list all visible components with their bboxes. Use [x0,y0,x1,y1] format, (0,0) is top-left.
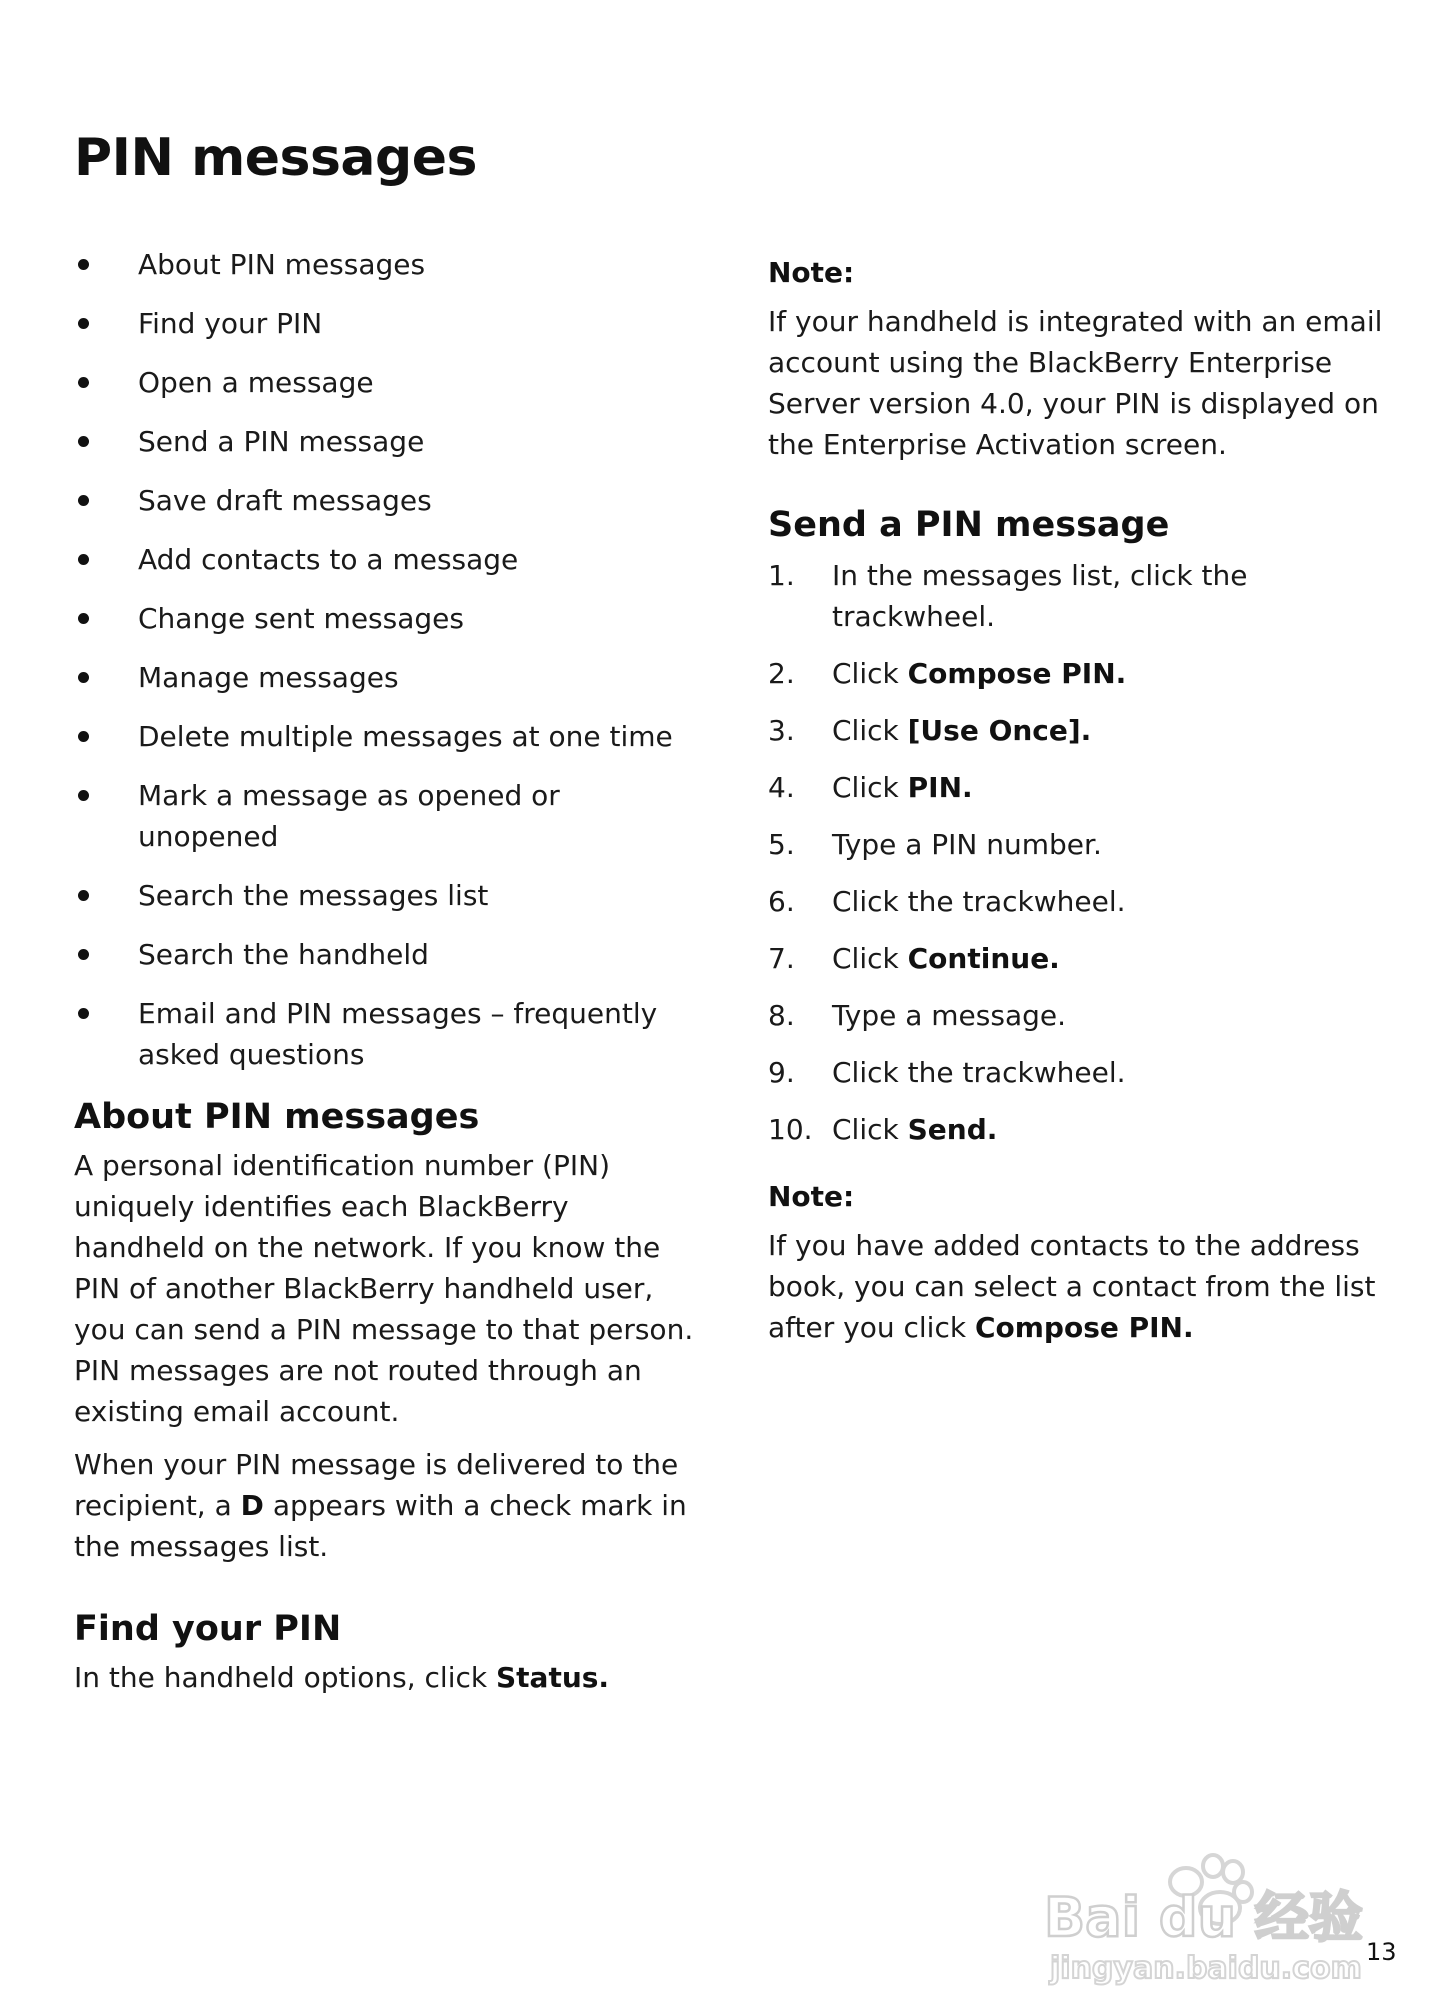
ui-term: Compose PIN. [974,1311,1194,1344]
step-text: Click [832,657,908,690]
toc-item[interactable]: Find your PIN [74,303,694,344]
step-number: 9. [768,1056,795,1089]
toc-item[interactable]: Open a message [74,362,694,403]
step-text: Click [832,714,908,747]
bullet-icon [78,259,89,270]
step-number: 7. [768,942,795,975]
send-pin-section [768,501,1388,1150]
toc-item[interactable]: Save draft messages [74,480,694,521]
step-item [768,710,1388,751]
bullet-icon [78,949,89,960]
step-number: 6. [768,885,795,918]
toc-item[interactable]: Search the messages list [74,875,694,916]
step-item [768,767,1388,808]
step-number: 3. [768,714,795,747]
step-text: In the messages list, click the trackwheel. [832,559,1248,633]
bullet-icon [78,790,89,801]
step-text: Click the trackwheel. [832,885,1126,918]
bullet-icon [78,613,89,624]
note-label: Note: [768,1180,855,1213]
toc-item[interactable]: Email and PIN messages – frequently asked questions [74,993,694,1075]
toc-list [74,244,694,1075]
step-item [768,881,1388,922]
steps-list [768,555,1388,1150]
step-number: 1. [768,559,795,592]
note-block [768,1176,1388,1348]
toc-item[interactable]: Manage messages [74,657,694,698]
toc-item[interactable]: Change sent messages [74,598,694,639]
bullet-icon [78,731,89,742]
section-heading: Send a PIN message [768,505,1170,545]
step-text: Click [832,771,908,804]
ui-term: Continue. [907,942,1060,975]
step-text: Type a message. [832,999,1067,1032]
toc-item[interactable]: Mark a message as opened or unopened [74,775,694,857]
step-text: Type a PIN number. [832,828,1102,861]
note-block [768,252,1388,465]
ui-term: [Use Once]. [907,714,1092,747]
step-item [768,824,1388,865]
ui-term: Send. [907,1113,998,1146]
step-text: Click [832,1113,908,1146]
step-number: 5. [768,828,795,861]
bullet-icon [78,890,89,901]
section-heading: Find your PIN [74,1609,342,1649]
note-label: Note: [768,256,855,289]
step-item [768,995,1388,1036]
step-number: 10. [768,1113,813,1146]
page-title: PIN messages [74,128,477,188]
toc-item[interactable]: About PIN messages [74,244,694,285]
note-text: If your handheld is integrated with an email account using the BlackBerry Enterprise Server version 4.0, your PIN is displayed on the Enterprise Activation screen. [768,305,1383,461]
bullet-icon [78,554,89,565]
paragraph: A personal identification number (PIN) uniquely identifies each BlackBerry handheld on the network. If you know the PIN of another BlackBerry handheld user, you can send a PIN message to that person. PIN messages are not routed through an existing email account. [74,1149,694,1428]
step-number: 8. [768,999,795,1032]
step-item [768,1052,1388,1093]
find-pin-section [74,1605,694,1698]
bullet-icon [78,436,89,447]
ui-term: PIN. [907,771,973,804]
bullet-icon [78,318,89,329]
paragraph: When your PIN message is delivered to the recipient, a D appears with a check mark in the messages list. [74,1448,687,1563]
step-item [768,555,1388,637]
bullet-icon [78,672,89,683]
bullet-icon [78,1008,89,1019]
toc-item[interactable]: Send a PIN message [74,421,694,462]
toc-item[interactable]: Add contacts to a message [74,539,694,580]
paragraph: In the handheld options, click Status. [74,1661,610,1694]
bullet-icon [78,495,89,506]
about-section [74,1093,694,1567]
baidu-watermark-logo [1040,1832,1380,1988]
page-number: 13 [1366,1938,1397,1966]
ui-term: D [240,1489,264,1522]
toc-item[interactable]: Search the handheld [74,934,694,975]
bullet-icon [78,377,89,388]
step-text: Click [832,942,908,975]
step-item [768,653,1388,694]
left-column [74,244,694,1698]
ui-term: Status. [496,1661,610,1694]
step-text: Click the trackwheel. [832,1056,1126,1089]
ui-term: Compose PIN. [907,657,1127,690]
note-text: If you have added contacts to the address book, you can select a contact from the list after you click Compose PIN. [768,1229,1376,1344]
step-number: 2. [768,657,795,690]
toc-item[interactable]: Delete multiple messages at one time [74,716,694,757]
watermark-url: jingyan.baidu.com [1050,1951,1362,1986]
step-item [768,1109,1388,1150]
step-number: 4. [768,771,795,804]
section-heading: About PIN messages [74,1097,480,1137]
watermark-brand: Bai du 经验 [1044,1886,1363,1949]
step-item [768,938,1388,979]
right-column [768,252,1388,1348]
